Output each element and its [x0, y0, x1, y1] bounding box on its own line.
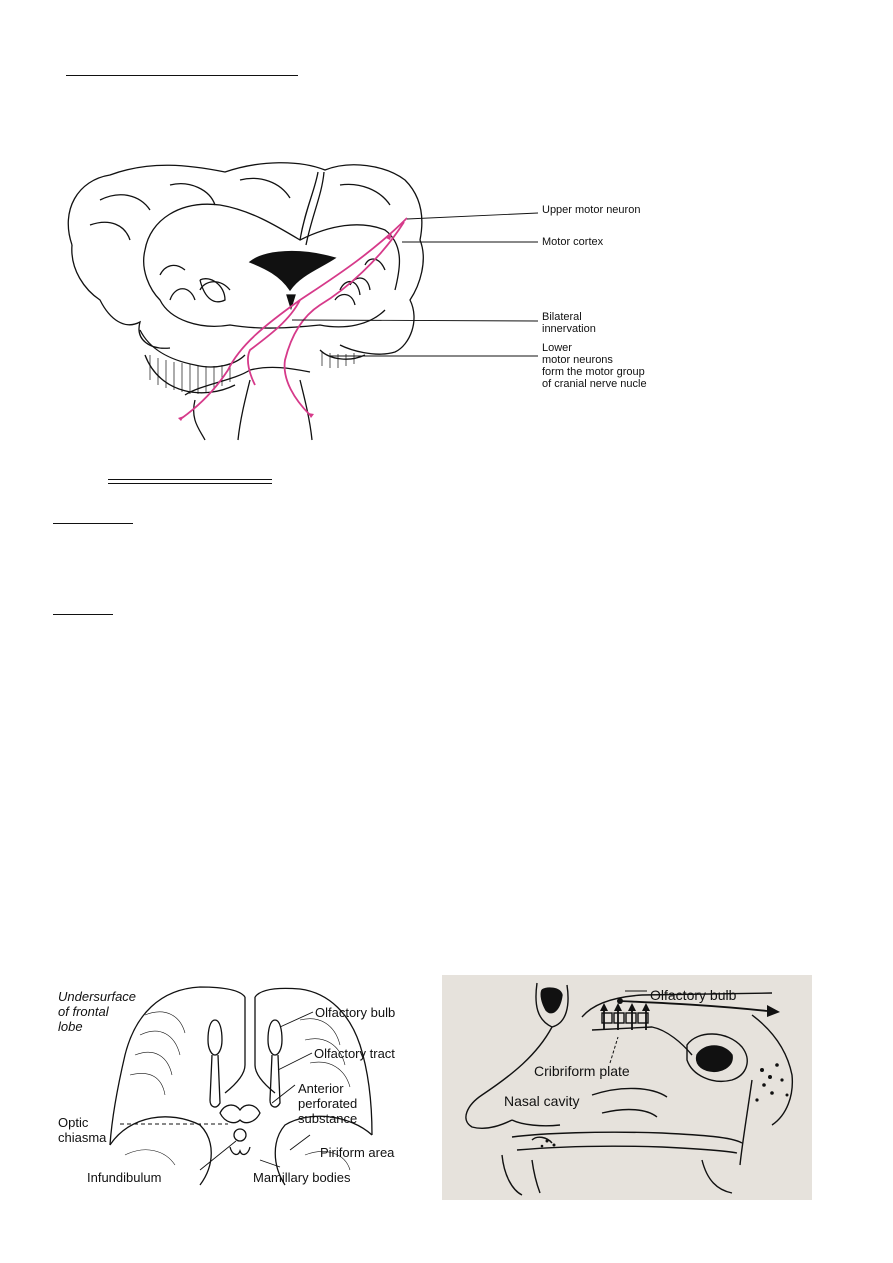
label-piriform-area: Piriform area [320, 1145, 395, 1160]
label-olfactory-bulb-right: Olfactory bulb [650, 987, 737, 1003]
label-cribriform-plate: Cribriform plate [534, 1063, 630, 1079]
label-anterior-perforated-substance: Anterior perforated substance [298, 1081, 358, 1126]
figure-motor-pathway [0, 0, 893, 450]
label-infundibulum: Infundibulum [87, 1170, 162, 1185]
nasal-cavity-drawing [442, 975, 812, 1200]
label-motor-cortex: Motor cortex [542, 236, 604, 248]
label-upper-motor-neuron: Upper motor neuron [542, 204, 641, 216]
heading-underline-middle [108, 479, 272, 484]
label-nasal-cavity: Nasal cavity [504, 1093, 580, 1109]
label-optic-chiasma: Optic chiasma [58, 1115, 107, 1145]
figure-frontal-undersurface [50, 975, 425, 1200]
label-olfactory-tract: Olfactory tract [314, 1046, 395, 1061]
subheading-underline-2 [53, 614, 113, 615]
label-lower-motor-neurons: Lower motor neurons form the motor group of cranial nerve nucle [542, 342, 647, 390]
label-olfactory-bulb-left: Olfactory bulb [315, 1005, 396, 1020]
label-bilateral-innervation: Bilateral innervation [542, 311, 596, 335]
figure-nasal-cavity [442, 975, 812, 1200]
label-undersurface-frontal-lobe: Undersurface of frontal lobe [58, 989, 137, 1034]
label-mamillary-bodies: Mamillary bodies [253, 1170, 351, 1185]
subheading-underline-1 [53, 523, 133, 524]
brain-coronal-section-drawing [0, 0, 893, 450]
